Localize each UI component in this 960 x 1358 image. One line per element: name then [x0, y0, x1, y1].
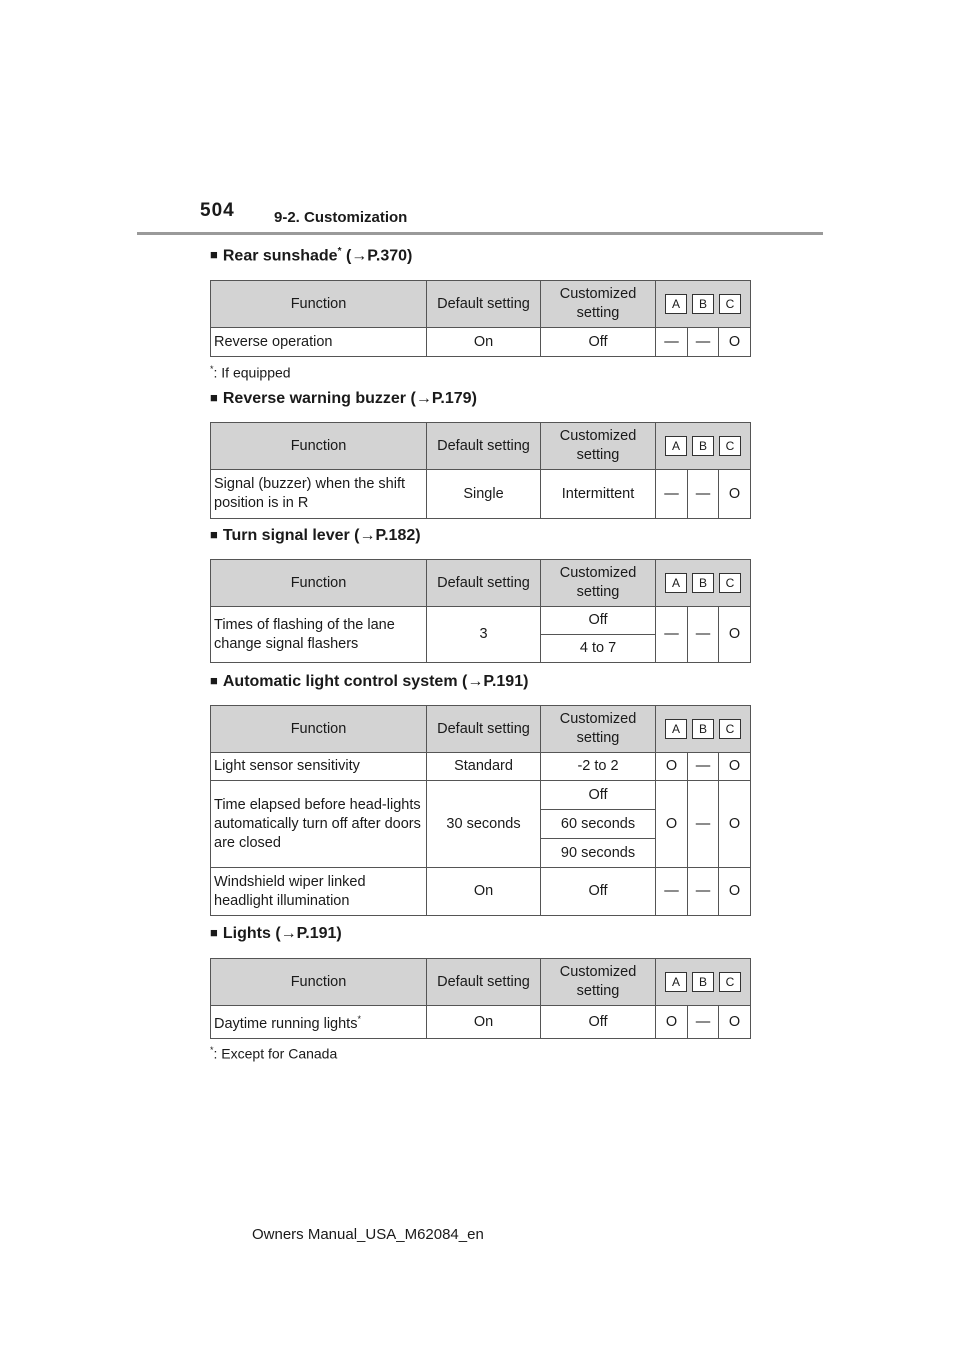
letter-b-box: B	[692, 573, 714, 593]
cell-customized: -2 to 2	[541, 753, 656, 781]
col-customized: Customized setting	[541, 423, 656, 470]
table-auto-light	[210, 705, 751, 916]
col-default: Default setting	[427, 560, 541, 607]
col-letters	[656, 706, 751, 753]
cell-customized: Off	[541, 328, 656, 357]
footnote-marker: *	[210, 364, 214, 374]
cell-b: —	[688, 470, 719, 519]
page-number: 504	[200, 200, 235, 221]
cell-c: O	[719, 868, 751, 916]
letter-a-box: A	[665, 294, 687, 314]
heading-title: Lights	[222, 925, 271, 942]
cell-a: —	[656, 607, 688, 663]
col-customized: Customized setting	[541, 281, 656, 328]
letter-b-box: B	[692, 972, 714, 992]
heading-title: Turn signal lever	[222, 527, 350, 544]
cell-default: On	[427, 328, 541, 357]
col-default: Default setting	[427, 281, 541, 328]
col-letters	[656, 423, 751, 470]
heading-title: Automatic light control system	[222, 673, 458, 690]
letter-c-box: C	[719, 294, 741, 314]
table-reverse-buzzer	[210, 422, 751, 519]
letter-a-box: A	[665, 436, 687, 456]
cell-customized: Off	[541, 1006, 656, 1039]
footnote-marker: *	[337, 246, 342, 257]
letter-c-box: C	[719, 436, 741, 456]
square-bullet-icon: ■	[210, 925, 218, 940]
page-reference: (→P.191)	[275, 925, 342, 942]
table-header-row	[211, 706, 751, 753]
table-row	[211, 328, 751, 357]
cell-b: —	[688, 868, 719, 916]
cell-function: Windshield wiper linked headlight illumination	[211, 868, 427, 916]
col-function: Function	[211, 423, 427, 470]
heading-reverse-buzzer	[210, 390, 477, 408]
header-rule	[137, 232, 823, 235]
footnote-text: : Except for Canada	[213, 1045, 338, 1062]
cell-customized: Intermittent	[541, 470, 656, 519]
table-header-row	[211, 560, 751, 607]
cell-function: Signal (buzzer) when the shift position is in R	[211, 470, 427, 519]
square-bullet-icon: ■	[210, 527, 218, 542]
letter-a-box: A	[665, 573, 687, 593]
letter-c-box: C	[719, 719, 741, 739]
page-reference: (→P.370)	[345, 247, 413, 265]
section-title: 9-2. Customization	[274, 209, 408, 226]
col-letters	[656, 281, 751, 328]
square-bullet-icon: ■	[210, 673, 218, 688]
cell-c: O	[719, 781, 751, 868]
cell-b: —	[688, 781, 719, 868]
heading-lights	[210, 925, 342, 943]
table-row	[211, 753, 751, 781]
cell-a: —	[656, 328, 688, 357]
col-function: Function	[211, 706, 427, 753]
cell-customized: 60 seconds	[541, 810, 656, 839]
letter-c-box: C	[719, 972, 741, 992]
cell-default: Standard	[427, 753, 541, 781]
cell-default: 30 seconds	[427, 781, 541, 868]
table-header-row	[211, 423, 751, 470]
cell-customized: Off	[541, 868, 656, 916]
footnote-marker: *	[210, 1045, 214, 1055]
heading-title: Reverse warning buzzer	[222, 390, 407, 407]
heading-title: Rear sunshade	[222, 247, 338, 265]
table-row	[211, 781, 751, 810]
table-header-row	[211, 281, 751, 328]
table-header-row	[211, 959, 751, 1006]
cell-default: On	[427, 1006, 541, 1039]
table-lights	[210, 958, 751, 1039]
page-reference: (→P.182)	[354, 527, 421, 544]
footnote-except-canada	[210, 1045, 337, 1062]
cell-c: O	[719, 607, 751, 663]
col-default: Default setting	[427, 706, 541, 753]
col-default: Default setting	[427, 959, 541, 1006]
letter-c-box: C	[719, 573, 741, 593]
cell-default: On	[427, 868, 541, 916]
cell-customized: 4 to 7	[541, 635, 656, 663]
page-reference: (→P.191)	[462, 673, 529, 690]
col-letters	[656, 560, 751, 607]
table-row	[211, 1006, 751, 1039]
cell-function: Time elapsed before head-lights automatically turn off after doors are closed	[211, 781, 427, 868]
footnote-if-equipped	[210, 364, 291, 381]
cell-function	[211, 1006, 427, 1039]
footnote-marker: *	[357, 1014, 361, 1025]
letter-b-box: B	[692, 436, 714, 456]
cell-c: O	[719, 328, 751, 357]
col-function: Function	[211, 959, 427, 1006]
letter-b-box: B	[692, 719, 714, 739]
table-row	[211, 607, 751, 635]
cell-b: —	[688, 328, 719, 357]
cell-b: —	[688, 1006, 719, 1039]
letter-a-box: A	[665, 972, 687, 992]
cell-default: 3	[427, 607, 541, 663]
cell-a: —	[656, 868, 688, 916]
letter-a-box: A	[665, 719, 687, 739]
table-row	[211, 470, 751, 519]
cell-function: Times of flashing of the lane change signal flashers	[211, 607, 427, 663]
function-text: Daytime running lights	[214, 1015, 358, 1032]
cell-c: O	[719, 470, 751, 519]
cell-customized: Off	[541, 607, 656, 635]
cell-a: —	[656, 470, 688, 519]
cell-customized: Off	[541, 781, 656, 810]
square-bullet-icon: ■	[210, 247, 218, 263]
cell-customized: 90 seconds	[541, 839, 656, 868]
table-row	[211, 868, 751, 916]
cell-b: —	[688, 753, 719, 781]
cell-function: Light sensor sensitivity	[211, 753, 427, 781]
footnote-text: : If equipped	[213, 364, 291, 381]
col-function: Function	[211, 281, 427, 328]
col-customized: Customized setting	[541, 706, 656, 753]
cell-function: Reverse operation	[211, 328, 427, 357]
heading-rear-sunshade	[210, 246, 412, 265]
cell-a: O	[656, 781, 688, 868]
cell-c: O	[719, 1006, 751, 1039]
page-footer: Owners Manual_USA_M62084_en	[252, 1226, 484, 1243]
cell-a: O	[656, 753, 688, 781]
letter-b-box: B	[692, 294, 714, 314]
heading-turn-signal	[210, 527, 421, 545]
page-reference: (→P.179)	[410, 390, 477, 407]
cell-default: Single	[427, 470, 541, 519]
col-default: Default setting	[427, 423, 541, 470]
table-turn-signal	[210, 559, 751, 663]
col-customized: Customized setting	[541, 959, 656, 1006]
col-function: Function	[211, 560, 427, 607]
heading-auto-light	[210, 673, 528, 691]
col-letters	[656, 959, 751, 1006]
table-rear-sunshade	[210, 280, 751, 357]
cell-c: O	[719, 753, 751, 781]
square-bullet-icon: ■	[210, 390, 218, 405]
col-customized: Customized setting	[541, 560, 656, 607]
cell-a: O	[656, 1006, 688, 1039]
cell-b: —	[688, 607, 719, 663]
